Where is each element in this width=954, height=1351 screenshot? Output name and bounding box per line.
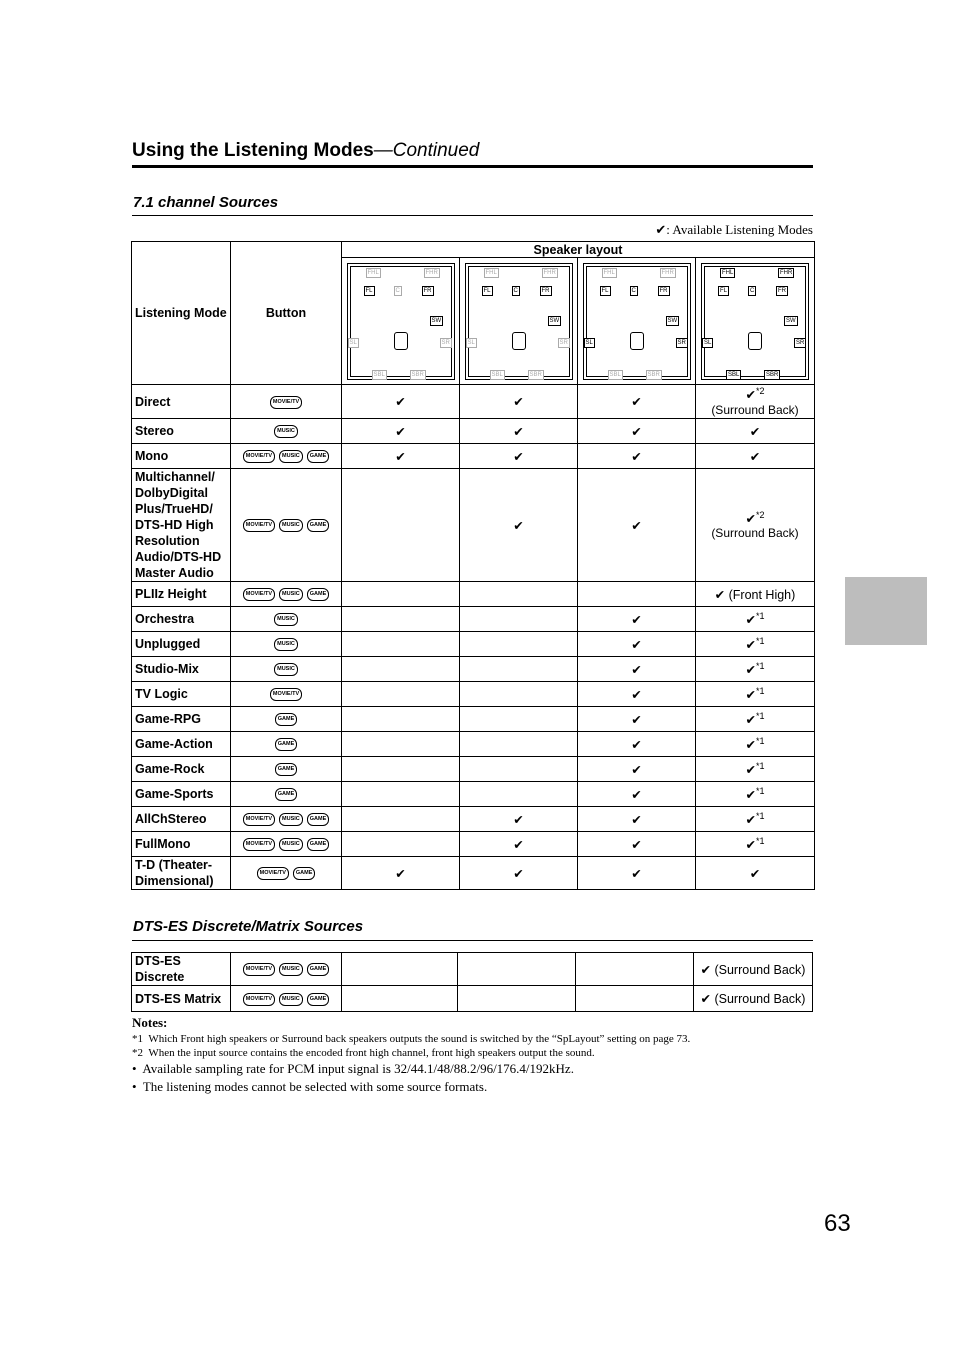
mode-row — [132, 582, 815, 607]
listening-mode-button: GAME — [293, 867, 316, 880]
speaker-fl: FL — [365, 287, 373, 294]
empty-c1 — [342, 986, 458, 1012]
check-c2: ✔ — [460, 832, 578, 857]
header-title: Using the Listening Modes — [132, 140, 374, 161]
check-c1 — [342, 607, 460, 632]
bullet-1: • Available sampling rate for PCM input signal is 32/44.1/48/88.2/96/176.4/192kHz. — [132, 1061, 574, 1076]
speaker-sw: SW — [667, 317, 678, 324]
footnote-1-mark: *1 — [132, 1033, 143, 1045]
listening-mode-button: MUSIC — [279, 813, 303, 826]
speaker-layout-diagram — [701, 263, 809, 380]
bullet-1-text: Available sampling rate for PCM input signal is 32/44.1/48/88.2/96/176.4/192kHz. — [142, 1061, 574, 1076]
check-c1: ✔ — [342, 857, 460, 890]
speaker-layout-cell-1 — [342, 258, 460, 385]
speaker-fr: FR — [423, 287, 432, 294]
speaker-sr: SR — [677, 339, 686, 346]
speaker-layout-cell-2 — [460, 258, 578, 385]
speaker-fr: FR — [541, 287, 550, 294]
mode-name: Game-RPG — [132, 707, 231, 732]
check-c1 — [342, 757, 460, 782]
dts-row — [132, 953, 813, 986]
check-c4 — [696, 444, 815, 469]
listening-mode-button: MOVIE/TV — [270, 688, 302, 701]
check-c2 — [460, 607, 578, 632]
check-c1 — [342, 807, 460, 832]
speaker-sbl: SBL — [373, 371, 385, 378]
listening-mode-button: MUSIC — [279, 838, 303, 851]
empty-c3 — [576, 953, 694, 986]
legend: ✔: Available Listening Modes — [655, 222, 813, 237]
listening-mode-button: MUSIC — [274, 663, 298, 676]
listening-mode-button: MUSIC — [274, 613, 298, 626]
listening-mode-button: MUSIC — [274, 425, 298, 438]
listening-mode-button: MOVIE/TV — [243, 813, 275, 826]
check-c4 — [696, 582, 815, 607]
check-c4-sup: *1 — [755, 785, 765, 796]
check-c2: ✔ — [460, 857, 578, 890]
empty-c2 — [458, 986, 576, 1012]
listener-icon — [512, 332, 526, 350]
listening-mode-button: MUSIC — [279, 450, 303, 463]
check-c1 — [342, 707, 460, 732]
check-c4 — [696, 732, 815, 757]
check-c4: ✔ (Surround Back) — [694, 953, 813, 986]
mode-name: T-D (Theater-Dimensional) — [132, 857, 231, 890]
listening-mode-button: GAME — [275, 738, 298, 751]
check-c2: ✔ — [460, 444, 578, 469]
button-cell — [231, 469, 342, 582]
mode-name: Stereo — [132, 419, 231, 444]
speaker-layout-diagram — [465, 263, 573, 380]
speaker-fhl: FHL — [603, 269, 615, 276]
mode-row — [132, 632, 815, 657]
check-c4-note: (Surround Back) — [711, 526, 799, 541]
check-c4-mark: ✔ — [745, 763, 756, 778]
speaker-sr: SR — [796, 339, 805, 346]
check-c1 — [342, 657, 460, 682]
listening-mode-button: GAME — [275, 713, 298, 726]
mode-name: Game-Rock — [132, 757, 231, 782]
section-title-dts: DTS-ES Discrete/Matrix Sources — [133, 918, 364, 935]
listening-mode-button: MUSIC — [279, 993, 303, 1006]
check-c4-mark: ✔ — [745, 613, 756, 628]
mode-name: Multichannel/ DolbyDigital Plus/TrueHD/ DTS-HD High Resolution Audio/DTS-HD Master Audio — [132, 469, 231, 582]
check-c4 — [696, 419, 815, 444]
mode-name: DTS-ES Discrete — [132, 953, 231, 986]
page-number: 63 — [824, 1210, 851, 1237]
speaker-sbl: SBL — [728, 371, 740, 378]
check-c3 — [578, 582, 696, 607]
listening-mode-button: GAME — [307, 813, 330, 826]
mode-name: PLIIz Height — [132, 582, 231, 607]
check-c1 — [342, 632, 460, 657]
speaker-sbl: SBL — [491, 371, 503, 378]
check-c4-sup: *1 — [755, 735, 765, 746]
mode-name: FullMono — [132, 832, 231, 857]
check-c1 — [342, 469, 460, 582]
mode-row — [132, 469, 815, 582]
check-c4 — [696, 385, 815, 419]
mode-row — [132, 419, 815, 444]
mode-row — [132, 782, 815, 807]
check-c4-note: (Surround Back) — [711, 402, 799, 417]
speaker-fl: FL — [720, 287, 728, 294]
speaker-fhl: FHL — [367, 269, 379, 276]
speaker-c: C — [631, 287, 636, 294]
listening-mode-button: MOVIE/TV — [257, 867, 289, 880]
check-c4-mark: ✔ — [745, 838, 756, 853]
check-c4 — [696, 657, 815, 682]
check-c2: ✔ — [460, 469, 578, 582]
check-c4-mark: ✔ (Front High) — [714, 588, 796, 603]
check-c3: ✔ — [578, 632, 696, 657]
check-c4 — [696, 807, 815, 832]
mode-row — [132, 657, 815, 682]
side-tab — [845, 577, 927, 645]
listening-mode-button: MOVIE/TV — [243, 963, 275, 976]
check-c3: ✔ — [578, 857, 696, 890]
mode-name: DTS-ES Matrix — [132, 986, 231, 1012]
speaker-layout-cell-4 — [696, 258, 815, 385]
button-cell — [231, 953, 342, 986]
listening-mode-button: MOVIE/TV — [243, 838, 275, 851]
speaker-sbr: SBR — [766, 371, 779, 378]
listening-mode-button: GAME — [307, 993, 330, 1006]
button-cell — [231, 632, 342, 657]
speaker-fhl: FHL — [722, 269, 734, 276]
listener-icon — [394, 332, 408, 350]
check-c2: ✔ — [460, 419, 578, 444]
listener-icon — [748, 332, 762, 350]
check-c1 — [342, 682, 460, 707]
check-c2 — [460, 657, 578, 682]
button-cell — [231, 682, 342, 707]
check-c4-mark: ✔ — [745, 512, 756, 527]
button-cell — [231, 782, 342, 807]
col-mode-header: Listening Mode — [132, 242, 231, 385]
speaker-sbr: SBR — [529, 371, 542, 378]
mode-row — [132, 732, 815, 757]
mode-row — [132, 607, 815, 632]
mode-row — [132, 807, 815, 832]
check-c4-mark: ✔ — [745, 388, 756, 403]
check-c4 — [696, 832, 815, 857]
speaker-layout-diagram — [583, 263, 691, 380]
speaker-fr: FR — [778, 287, 786, 294]
empty-c1 — [342, 953, 458, 986]
footnote-2 — [132, 1047, 690, 1059]
listening-mode-button: GAME — [307, 519, 330, 532]
check-c2 — [460, 682, 578, 707]
check-c4-sup: *2 — [755, 509, 765, 520]
button-cell — [231, 986, 342, 1012]
check-c3: ✔ — [578, 419, 696, 444]
mode-row — [132, 832, 815, 857]
section-rule-71 — [132, 215, 813, 216]
listening-mode-button: MOVIE/TV — [243, 519, 275, 532]
check-c4-sup: *1 — [755, 710, 765, 721]
col-speaker-header: Speaker layout — [342, 242, 815, 258]
mode-row — [132, 857, 815, 890]
check-c2 — [460, 582, 578, 607]
listening-mode-button: GAME — [275, 763, 298, 776]
check-c4-sup: *1 — [755, 685, 765, 696]
speaker-sr: SR — [441, 339, 450, 346]
modes-table — [131, 241, 815, 890]
listening-mode-button: MOVIE/TV — [243, 588, 275, 601]
button-cell — [231, 857, 342, 890]
mode-name: Game-Action — [132, 732, 231, 757]
check-c4-mark: ✔ — [749, 425, 761, 440]
speaker-sw: SW — [786, 317, 796, 324]
check-c4 — [696, 707, 815, 732]
mode-name: Unplugged — [132, 632, 231, 657]
mode-name: AllChStereo — [132, 807, 231, 832]
listening-mode-button: MOVIE/TV — [243, 993, 275, 1006]
button-cell — [231, 707, 342, 732]
check-c2 — [460, 757, 578, 782]
speaker-sl: SL — [467, 339, 475, 346]
speaker-sl: SL — [349, 339, 357, 346]
mode-name: Direct — [132, 385, 231, 419]
button-cell — [231, 444, 342, 469]
speaker-fhr: FHR — [661, 269, 674, 276]
button-cell — [231, 419, 342, 444]
button-cell — [231, 732, 342, 757]
speaker-fhr: FHR — [425, 269, 438, 276]
listening-mode-button: GAME — [275, 788, 298, 801]
check-c4-mark: ✔ — [749, 450, 761, 465]
check-c4-mark: ✔ — [745, 663, 756, 678]
listening-mode-button: MUSIC — [279, 519, 303, 532]
speaker-sl: SL — [704, 339, 712, 346]
notes — [132, 1015, 690, 1095]
footnote-2-mark: *2 — [132, 1047, 143, 1059]
button-cell — [231, 607, 342, 632]
dts-table — [131, 952, 813, 1012]
notes-title: Notes: — [132, 1015, 168, 1030]
check-c4-mark: ✔ — [745, 688, 756, 703]
check-c1: ✔ — [342, 419, 460, 444]
speaker-layout-diagram — [347, 263, 455, 380]
check-c1: ✔ — [342, 385, 460, 419]
speaker-sw: SW — [549, 317, 560, 324]
mode-row — [132, 682, 815, 707]
check-c3: ✔ — [578, 832, 696, 857]
check-c4-sup: *1 — [755, 635, 765, 646]
button-cell — [231, 807, 342, 832]
button-cell — [231, 832, 342, 857]
header-suffix: —Continued — [373, 140, 480, 161]
listening-mode-button: GAME — [307, 588, 330, 601]
check-c3: ✔ — [578, 707, 696, 732]
mode-name: TV Logic — [132, 682, 231, 707]
bullet-2-text: The listening modes cannot be selected with some source formats. — [142, 1079, 488, 1094]
check-c3: ✔ — [578, 782, 696, 807]
speaker-sbl: SBL — [609, 371, 621, 378]
button-cell — [231, 657, 342, 682]
mode-name: Game-Sports — [132, 782, 231, 807]
mode-name: Studio-Mix — [132, 657, 231, 682]
speaker-sbr: SBR — [411, 371, 424, 378]
speaker-fl: FL — [483, 287, 491, 294]
speaker-fhr: FHR — [780, 269, 793, 276]
speaker-c: C — [513, 287, 518, 294]
speaker-fhr: FHR — [543, 269, 556, 276]
check-c4-sup: *2 — [755, 386, 765, 397]
mode-row — [132, 444, 815, 469]
check-c3: ✔ — [578, 682, 696, 707]
listening-mode-button: MUSIC — [279, 963, 303, 976]
check-c4-mark: ✔ — [745, 788, 756, 803]
check-c3: ✔ — [578, 385, 696, 419]
listener-icon — [630, 332, 644, 350]
mode-row — [132, 757, 815, 782]
check-c4 — [696, 782, 815, 807]
button-cell — [231, 385, 342, 419]
check-c4-mark: ✔ — [745, 638, 756, 653]
speaker-layout-cell-3 — [578, 258, 696, 385]
listening-mode-button: MUSIC — [279, 588, 303, 601]
check-c2 — [460, 732, 578, 757]
check-c4-sup: *1 — [755, 610, 765, 621]
section-title-71: 7.1 channel Sources — [133, 194, 279, 211]
speaker-c: C — [395, 287, 400, 294]
speaker-sbr: SBR — [647, 371, 660, 378]
button-cell — [231, 757, 342, 782]
check-c4-sup: *1 — [755, 760, 765, 771]
check-c2 — [460, 707, 578, 732]
footnote-1 — [132, 1033, 690, 1045]
empty-c3 — [576, 986, 694, 1012]
check-c4 — [696, 607, 815, 632]
speaker-c: C — [750, 287, 755, 294]
header-rule — [132, 165, 813, 168]
speaker-fr: FR — [659, 287, 668, 294]
empty-c2 — [458, 953, 576, 986]
check-c2 — [460, 632, 578, 657]
listening-mode-button: MOVIE/TV — [243, 450, 275, 463]
check-c4 — [696, 682, 815, 707]
check-c3: ✔ — [578, 469, 696, 582]
listening-mode-button: GAME — [307, 838, 330, 851]
check-c3: ✔ — [578, 807, 696, 832]
check-c4-sup: *1 — [755, 835, 765, 846]
speaker-sr: SR — [559, 339, 568, 346]
check-c4-sup: *1 — [755, 660, 765, 671]
listening-mode-button: MOVIE/TV — [270, 396, 302, 409]
check-c4-mark: ✔ — [745, 713, 756, 728]
check-c4-mark: ✔ — [749, 867, 761, 882]
check-c3: ✔ — [578, 732, 696, 757]
listening-mode-button: MUSIC — [274, 638, 298, 651]
check-c3: ✔ — [578, 757, 696, 782]
check-c4 — [696, 469, 815, 582]
check-c4 — [696, 632, 815, 657]
speaker-fl: FL — [601, 287, 609, 294]
check-c1 — [342, 732, 460, 757]
page-header — [132, 140, 479, 162]
mode-row — [132, 385, 815, 419]
mode-name: Orchestra — [132, 607, 231, 632]
check-c4 — [696, 757, 815, 782]
check-c1 — [342, 782, 460, 807]
listening-mode-button: GAME — [307, 450, 330, 463]
listening-mode-button: GAME — [307, 963, 330, 976]
check-c4-sup: *1 — [755, 810, 765, 821]
bullet-2: • The listening modes cannot be selected with some source formats. — [132, 1079, 488, 1094]
footnote-1-text: Which Front high speakers or Surround back speakers outputs the sound is switched by the “SpLayout” setting on page 73. — [148, 1033, 691, 1045]
check-c1 — [342, 832, 460, 857]
speaker-sw: SW — [431, 317, 442, 324]
col-button-header: Button — [231, 242, 342, 385]
footnote-2-text: When the input source contains the encoded front high channel, front high speakers output the sound. — [148, 1047, 595, 1059]
dts-row — [132, 986, 813, 1012]
check-c4-mark: ✔ — [745, 813, 756, 828]
check-c4 — [696, 857, 815, 890]
check-c4-mark: ✔ — [745, 738, 756, 753]
check-c1 — [342, 582, 460, 607]
check-c4: ✔ (Surround Back) — [694, 986, 813, 1012]
check-c2: ✔ — [460, 807, 578, 832]
mode-row — [132, 707, 815, 732]
check-c1: ✔ — [342, 444, 460, 469]
mode-name: Mono — [132, 444, 231, 469]
speaker-fhl: FHL — [485, 269, 497, 276]
check-c3: ✔ — [578, 607, 696, 632]
check-c3: ✔ — [578, 444, 696, 469]
section-rule-dts — [132, 940, 813, 941]
check-c3: ✔ — [578, 657, 696, 682]
check-c2 — [460, 782, 578, 807]
check-c2: ✔ — [460, 385, 578, 419]
button-cell — [231, 582, 342, 607]
speaker-sl: SL — [585, 339, 593, 346]
